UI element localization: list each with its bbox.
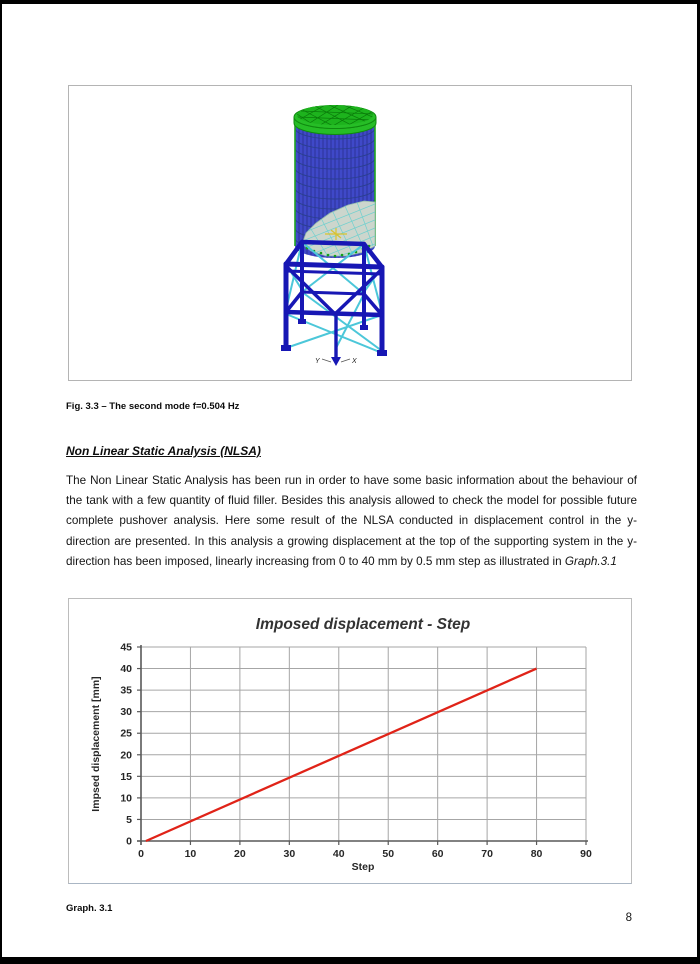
svg-text:15: 15: [120, 770, 132, 783]
svg-text:50: 50: [382, 848, 395, 860]
imposed-displacement-chart: [69, 599, 631, 881]
section-heading: Non Linear Static Analysis (NLSA): [66, 444, 261, 458]
chart-xlabel: Step: [351, 861, 375, 873]
svg-text:90: 90: [580, 848, 592, 860]
figure-box-second-mode: [68, 85, 632, 381]
svg-text:70: 70: [481, 848, 493, 860]
svg-text:45: 45: [120, 641, 132, 654]
svg-text:60: 60: [431, 848, 444, 860]
page-number: 8: [625, 912, 632, 924]
svg-text:0: 0: [138, 848, 144, 860]
svg-text:80: 80: [530, 848, 543, 860]
body-paragraph: [66, 471, 637, 572]
axis-label-x: X: [352, 358, 357, 365]
support-frame: [281, 242, 387, 357]
svg-text:20: 20: [120, 749, 132, 762]
chart-box: [68, 598, 632, 884]
svg-text:30: 30: [120, 706, 132, 719]
chart-title: Imposed displacement - Step: [255, 616, 471, 633]
paragraph-text: The Non Linear Static Analysis has been run in order to have some basic information about the behaviour of the tank with a few quantity of fluid filler. Besides this analysis allowed to check the model for possible future complete pushover analysis. Here some result of the NLSA conducted in displacement control in the y-direction are presented. In this analysis a growing displacement at the top of the supporting system in the y-direction has been imposed, linearly increasing from 0 to 40 mm by 0.5 mm step as illustrated in: [66, 474, 637, 568]
svg-text:25: 25: [120, 727, 132, 740]
graph-caption: Graph. 3.1: [66, 903, 113, 914]
svg-text:40: 40: [332, 848, 345, 860]
frame-feet: [281, 319, 387, 356]
document-page: [2, 4, 697, 957]
tank-fem-model-image: [69, 86, 631, 380]
svg-text:35: 35: [120, 684, 132, 697]
tank-roof: [294, 103, 376, 134]
chart-ylabel: Impsed displacement [mm]: [90, 676, 102, 812]
axis-triad: [315, 338, 357, 366]
svg-text:40: 40: [120, 663, 132, 676]
svg-text:10: 10: [184, 848, 197, 860]
axis-label-y: Y: [315, 358, 320, 365]
figure-caption: Fig. 3.3 – The second mode f=0.504 Hz: [66, 401, 240, 412]
svg-text:10: 10: [120, 792, 132, 805]
svg-text:20: 20: [234, 848, 246, 860]
graph-reference: Graph.3.1: [564, 554, 617, 568]
svg-text:5: 5: [126, 813, 132, 826]
svg-text:30: 30: [283, 848, 296, 860]
svg-text:0: 0: [126, 835, 132, 848]
